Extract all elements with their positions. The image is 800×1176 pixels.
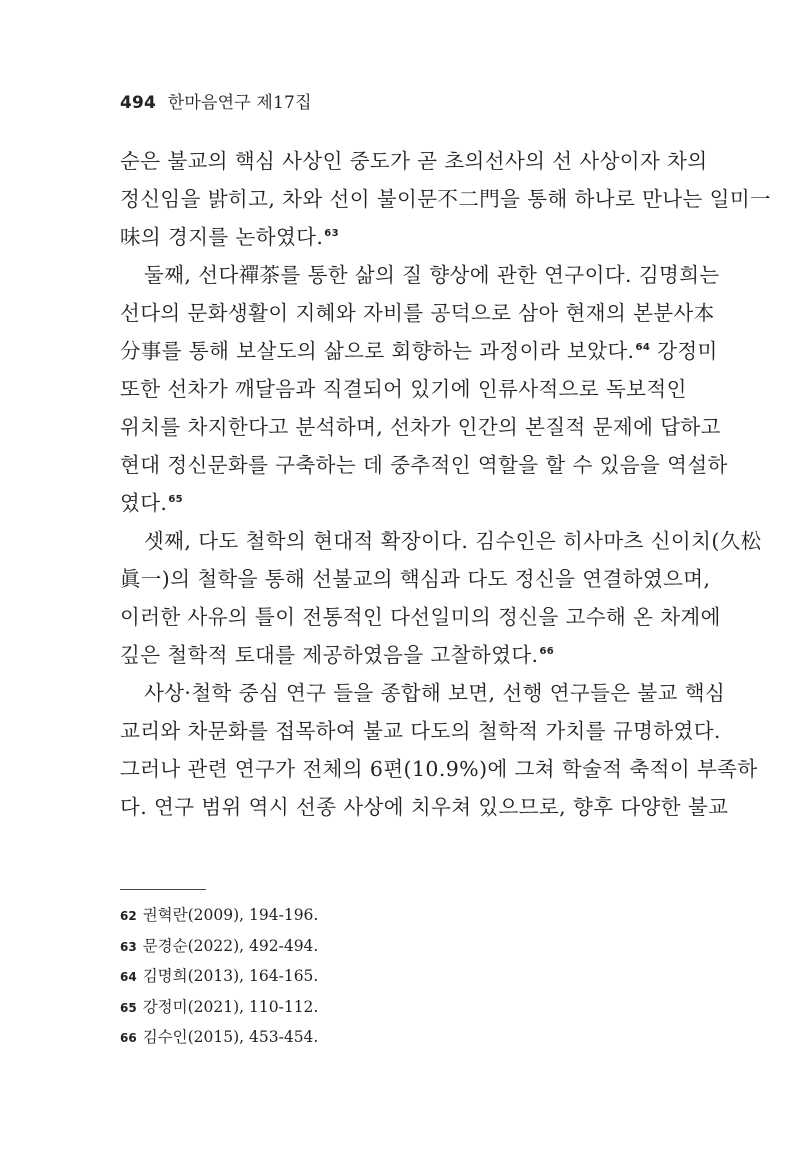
footnote-number: 63 (120, 939, 137, 954)
footnote-text: 김명희(2013), 164-165. (142, 967, 319, 985)
text-line (120, 446, 728, 484)
text-line-content: 위치를 차지한다고 분석하며, 선차가 인간의 본질적 문제에 답하고 (120, 415, 721, 439)
footnote-text: 강정미(2021), 110-112. (142, 997, 319, 1016)
body-text (120, 142, 771, 826)
text-line-content: 이러한 사유의 틀이 전통적인 다선일미의 정신을 고수해 온 차계에 (120, 605, 721, 629)
text-line-content: 교리와 차문화를 접목하여 불교 다도의 철학적 가치를 규명하였다. (120, 719, 721, 743)
footnote-text: 문경순(2022), 492-494. (142, 936, 319, 955)
text-line-content: 다. 연구 범위 역시 선종 사상에 치우쳐 있으므로, 향후 다양한 불교 (120, 795, 729, 819)
text-line (120, 522, 762, 560)
running-header (120, 88, 312, 113)
text-line-content: 깊은 철학적 토대를 제공하였음을 고찰하였다. (120, 643, 539, 667)
text-line (120, 332, 718, 370)
footnote-text: 권혁란(2009), 194-196. (142, 906, 319, 924)
text-line-content: 사상·철학 중심 연구 들을 종합해 보면, 선행 연구들은 불교 핵심 (144, 681, 726, 705)
footnote-item (120, 900, 318, 931)
text-line-content: 둘째, 선다禪茶를 통한 삶의 질 향상에 관한 연구이다. 김명희는 (144, 263, 720, 287)
text-line-content: 眞一)의 철학을 통해 선불교의 핵심과 다도 정신을 연결하였으며, (120, 567, 711, 591)
text-line (120, 750, 758, 788)
text-line (120, 484, 672, 522)
text-line (120, 674, 726, 712)
footnote-number: 64 (120, 970, 137, 984)
footnote-reference[interactable]: 64 (635, 342, 651, 354)
text-line-content: 였다. (120, 491, 168, 515)
text-line (120, 180, 771, 218)
footnote-item (120, 931, 318, 962)
text-line (120, 142, 708, 180)
text-line (120, 294, 715, 332)
text-line-tail: 강정미 (650, 339, 718, 363)
footnote-item (120, 961, 318, 992)
page-number: 494 (120, 93, 157, 113)
text-line (120, 560, 711, 598)
text-line-content: 셋째, 다도 철학의 현대적 확장이다. 김수인은 히사마츠 신이치(久松 (144, 529, 762, 553)
footnote-item (120, 992, 318, 1023)
text-line (120, 712, 721, 750)
text-line (120, 636, 672, 674)
text-line-content: 정신임을 밝히고, 차와 선이 불이문不二門을 통해 하나로 만나는 일미一 (120, 187, 771, 211)
footnote-reference[interactable]: 63 (324, 228, 339, 240)
running-title: 한마음연구 제17집 (167, 93, 312, 113)
text-line-content: 선다의 문화생활이 지혜와 자비를 공덕으로 삼아 현재의 본분사本 (120, 301, 715, 325)
footnote-number: 62 (120, 909, 137, 923)
text-line-content: 味의 경지를 논하였다. (120, 225, 324, 249)
footnote-divider (120, 889, 206, 890)
footnote-number: 66 (120, 1031, 137, 1045)
footnote-reference[interactable]: 65 (168, 494, 184, 506)
text-line (120, 598, 721, 636)
footnote-text: 김수인(2015), 453-454. (142, 1028, 319, 1046)
text-line-content: 순은 불교의 핵심 사상인 중도가 곧 초의선사의 선 사상이자 차의 (120, 149, 708, 173)
text-line (120, 218, 672, 256)
text-line-content: 그러나 관련 연구가 전체의 6편(10.9%)에 그쳐 학술적 축적이 부족하 (120, 757, 758, 781)
text-line (120, 370, 687, 408)
text-line (120, 408, 721, 446)
footnote-reference[interactable]: 66 (539, 646, 555, 658)
footnote-item (120, 1022, 318, 1053)
text-line-content: 또한 선차가 깨달음과 직결되어 있기에 인류사적으로 독보적인 (120, 377, 687, 401)
text-line-content: 현대 정신문화를 구축하는 데 중추적인 역할을 할 수 있음을 역설하 (120, 453, 728, 477)
text-line (120, 256, 720, 294)
text-line-content: 分事를 통해 보살도의 삶으로 회향하는 과정이라 보았다. (120, 339, 635, 363)
text-line (120, 788, 729, 826)
footnotes (120, 900, 318, 1053)
footnote-number: 65 (120, 1000, 137, 1015)
